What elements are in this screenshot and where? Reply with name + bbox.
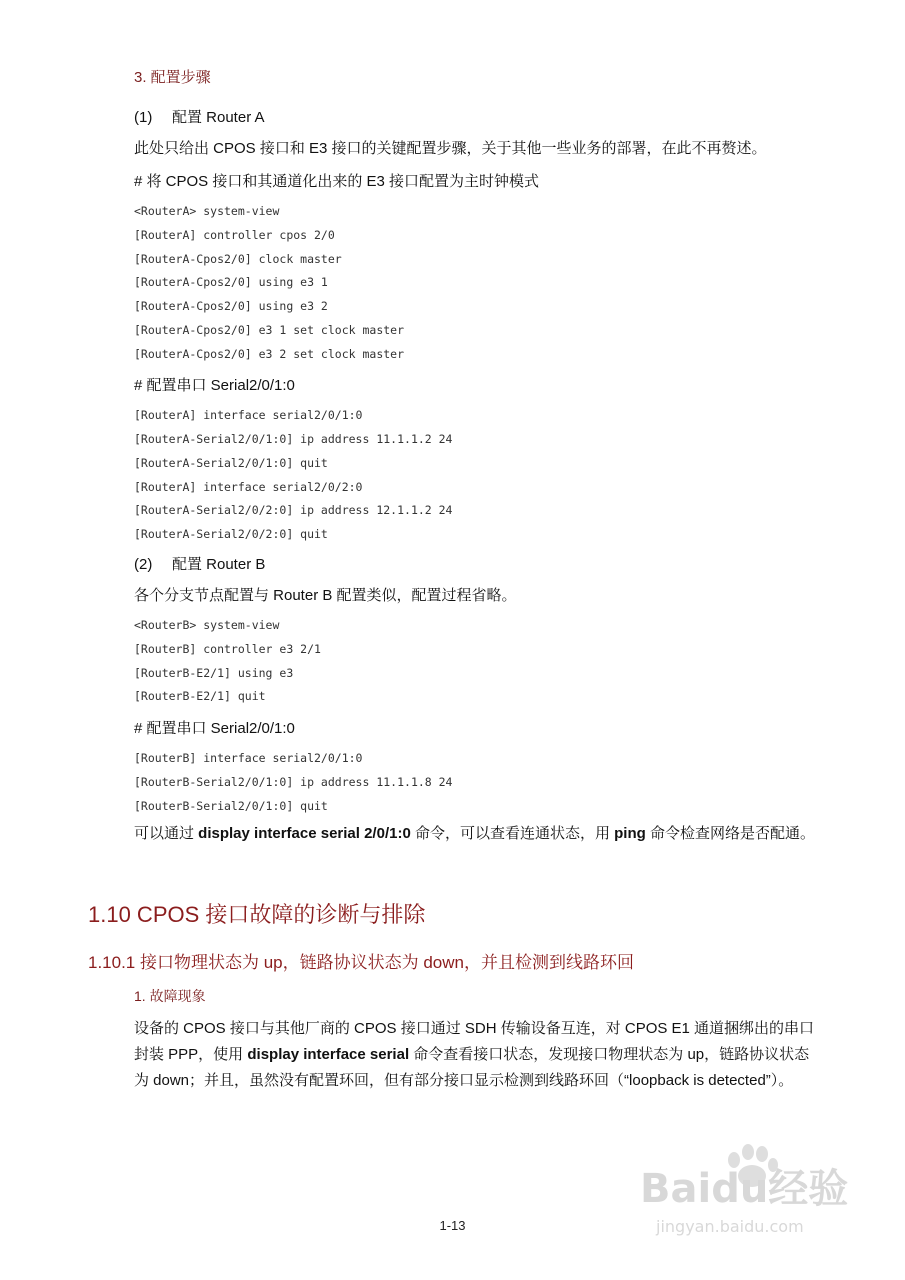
code-line: <RouterB> system-view [134, 618, 280, 632]
watermark-url: jingyan.baidu.com [656, 1217, 804, 1236]
code-line: [RouterA-Serial2/0/2:0] ip address 12.1.1.2 24 [134, 503, 453, 517]
sub-label: 配置 Router A [172, 109, 265, 126]
symptom-text: 命令查看接口状态，发现接口物理状态为 up，链路协议状态为 down；并且，虽然没有配置环回，但有部分接口显示检测到线路环回（“loopback is detected”）。 [134, 1046, 810, 1089]
verify-text: 可以通过 [134, 825, 199, 842]
subsection-heading: 1.10.1 接口物理状态为 up，链路协议状态为 down，并且检测到线路环回 [88, 953, 634, 972]
steps-heading: 3. 配置步骤 [134, 69, 211, 86]
code-line: [RouterA] interface serial2/0/1:0 [134, 408, 363, 422]
sub-number: (1) [134, 109, 153, 126]
verify-text: 命令检查网络是否配通。 [645, 825, 815, 842]
watermark-brand: Baidu经验 [640, 1166, 849, 1212]
code-line: [RouterA] interface serial2/0/2:0 [134, 480, 363, 494]
page-number: 1-13 [439, 1218, 466, 1233]
code-line: [RouterB-E2/1] quit [134, 689, 266, 703]
subsection-router-b [134, 553, 265, 574]
baidu-watermark [636, 1140, 866, 1250]
subsection-router-a [134, 106, 265, 127]
verify-text: 命令，可以查看连通状态，用 [410, 825, 615, 842]
code-line: [RouterA-Cpos2/0] using e3 2 [134, 299, 328, 313]
code-line: [RouterA-Serial2/0/1:0] quit [134, 456, 328, 470]
symptom-text: 设备的 CPOS 接口与其他厂商的 CPOS 接口通过 SDH 传输设备互连，对 CPOS E1 通道捆绑出的串口封装 PPP，使用 [134, 1020, 815, 1063]
code-line: [RouterB] interface serial2/0/1:0 [134, 751, 363, 765]
code-line: [RouterA-Cpos2/0] e3 2 set clock master [134, 347, 405, 361]
symptom-paragraph [134, 1016, 824, 1094]
code-line: [RouterB] controller e3 2/1 [134, 642, 321, 656]
code-line: [RouterB-E2/1] using e3 [134, 666, 294, 680]
comment-serial-a: # 配置串口 Serial2/0/1:0 [134, 377, 295, 394]
router-b-description: 各个分支节点配置与 Router B 配置类似，配置过程省略。 [134, 587, 517, 604]
code-line: [RouterA-Serial2/0/2:0] quit [134, 527, 328, 541]
code-line: [RouterB-Serial2/0/1:0] quit [134, 799, 328, 813]
code-line: [RouterA-Cpos2/0] using e3 1 [134, 275, 328, 289]
code-line: [RouterA-Cpos2/0] clock master [134, 252, 342, 266]
sub-label: 配置 Router B [172, 556, 266, 573]
code-line: [RouterB-Serial2/0/1:0] ip address 11.1.1.8 24 [134, 775, 453, 789]
code-line: [RouterA] controller cpos 2/0 [134, 228, 335, 242]
comment-clock-master: # 将 CPOS 接口和其通道化出来的 E3 接口配置为主时钟模式 [134, 173, 540, 190]
router-a-description: 此处只给出 CPOS 接口和 E3 接口的关键配置步骤，关于其他一些业务的部署，在此不再赘述。 [134, 140, 767, 157]
sub-number: (2) [134, 556, 153, 573]
symptom-heading: 1. 故障现象 [134, 988, 206, 1004]
command-ping: ping [614, 825, 646, 842]
code-line: [RouterA-Serial2/0/1:0] ip address 11.1.1.2 24 [134, 432, 453, 446]
code-line: <RouterA> system-view [134, 204, 280, 218]
verify-paragraph [134, 821, 824, 847]
command-display-interface-serial: display interface serial [247, 1046, 410, 1063]
section-heading: 1.10 CPOS 接口故障的诊断与排除 [88, 902, 426, 927]
comment-serial-b: # 配置串口 Serial2/0/1:0 [134, 720, 295, 737]
command-display-interface: display interface serial 2/0/1:0 [198, 825, 411, 842]
code-line: [RouterA-Cpos2/0] e3 1 set clock master [134, 323, 405, 337]
